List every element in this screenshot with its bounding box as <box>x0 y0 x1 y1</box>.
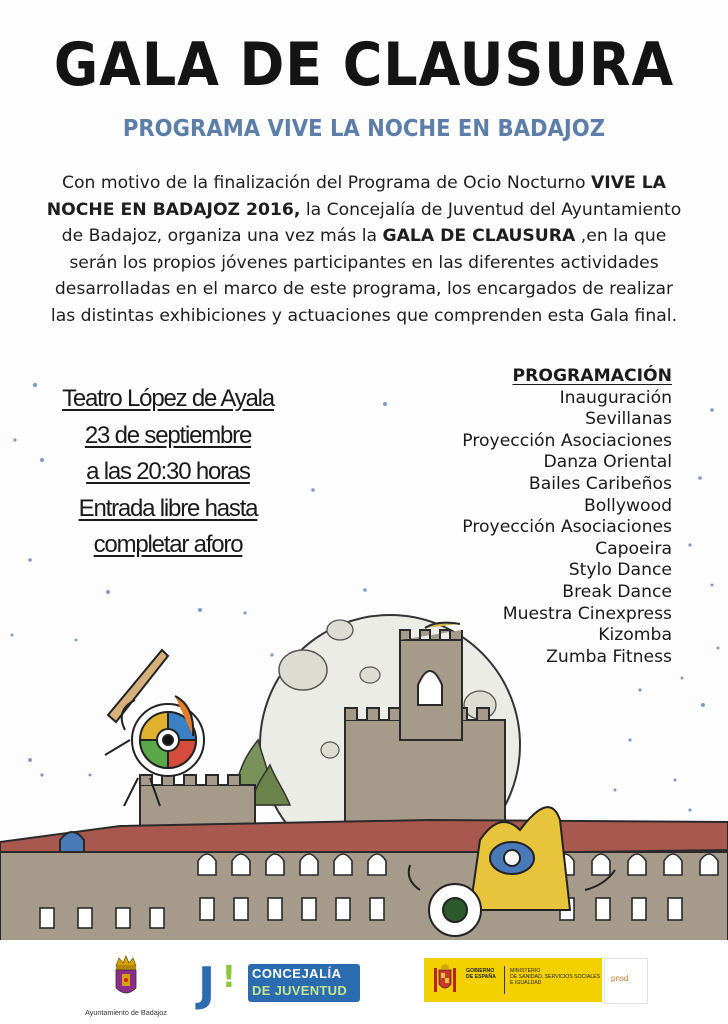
program-item: Bollywood <box>583 495 672 516</box>
program-item: Kizomba <box>598 625 672 646</box>
program-item: Bailes Caribeños <box>528 473 672 494</box>
poster-title: GALA DE CLAUSURA <box>53 30 675 100</box>
program-item: Stylo Dance <box>568 560 672 581</box>
program-item: Break Dance <box>562 581 672 602</box>
intro-paragraph <box>42 170 686 329</box>
juventud-exclamation: ! <box>222 960 236 995</box>
program-item: Muestra Cinexpress <box>502 603 672 624</box>
concejalia-juventud-logo <box>198 958 378 1014</box>
program-item: Proyección Asociaciones <box>462 517 672 538</box>
program-item: Proyección Asociaciones <box>462 430 672 451</box>
pnsd-logo <box>604 958 648 1004</box>
event-details <box>36 381 300 564</box>
poster-subtitle: PROGRAMA VIVE LA NOCHE EN BADAJOZ <box>122 116 606 142</box>
program-item: Sevillanas <box>585 409 672 430</box>
city-night-illustration <box>0 590 728 940</box>
intro-bold-1: VIVE LA NOCHE EN BADAJOZ 2016, <box>46 173 666 220</box>
gov-separator <box>504 966 505 994</box>
event-date: 23 de septiembre <box>84 421 252 449</box>
intro-text-2: la Concejalía de Juventud del Ayuntamiento de Badajoz, organiza una vez más la <box>61 199 682 246</box>
ministerio-label: MINISTERIO DE SANIDAD, SERVICIOS SOCIALES E IGUALDAD <box>510 968 601 986</box>
program-item: Inauguración <box>559 387 672 408</box>
pnsd-label: pnsd <box>611 974 629 983</box>
juventud-line-1: CONCEJALÍA <box>252 966 342 981</box>
program-item: Zumba Fitness <box>546 646 672 667</box>
sponsor-footer <box>0 940 728 1024</box>
juventud-line-2: DE JUVENTUD <box>252 983 348 998</box>
entry-line-1: Entrada libre hasta <box>78 494 258 522</box>
gobierno-ministerio-logo <box>424 958 602 1002</box>
program-item: Capoeira <box>595 538 672 559</box>
program-item: Danza Oriental <box>543 452 672 473</box>
entry-line-2: completar aforo <box>93 531 243 558</box>
intro-text-1: Con motivo de la finalización del Programa de Ocio Nocturno <box>62 173 591 193</box>
crown-crest-icon <box>111 954 141 1002</box>
event-time: a las 20:30 horas <box>86 458 250 485</box>
intro-bold-2: GALA DE CLAUSURA <box>382 226 576 246</box>
juventud-j-letter: J <box>198 957 216 1011</box>
intro-text-3: ,en la que serán los propios jóvenes participantes en las diferentes actividades desarrolladas en el marco de este programa, los encargados de realizar las distintas exhibiciones y actuaciones que comprenden esta Gala final. <box>50 226 678 326</box>
spain-coat-of-arms-icon <box>432 964 458 996</box>
program-heading: PROGRAMACIÓN <box>512 366 672 386</box>
venue-place: Teatro López de Ayala <box>62 385 274 412</box>
gobierno-label: GOBIERNO DE ESPAÑA <box>466 968 496 980</box>
ayuntamiento-label: Ayuntamiento de Badajoz <box>85 1008 167 1017</box>
ayuntamiento-logo <box>80 954 172 1017</box>
